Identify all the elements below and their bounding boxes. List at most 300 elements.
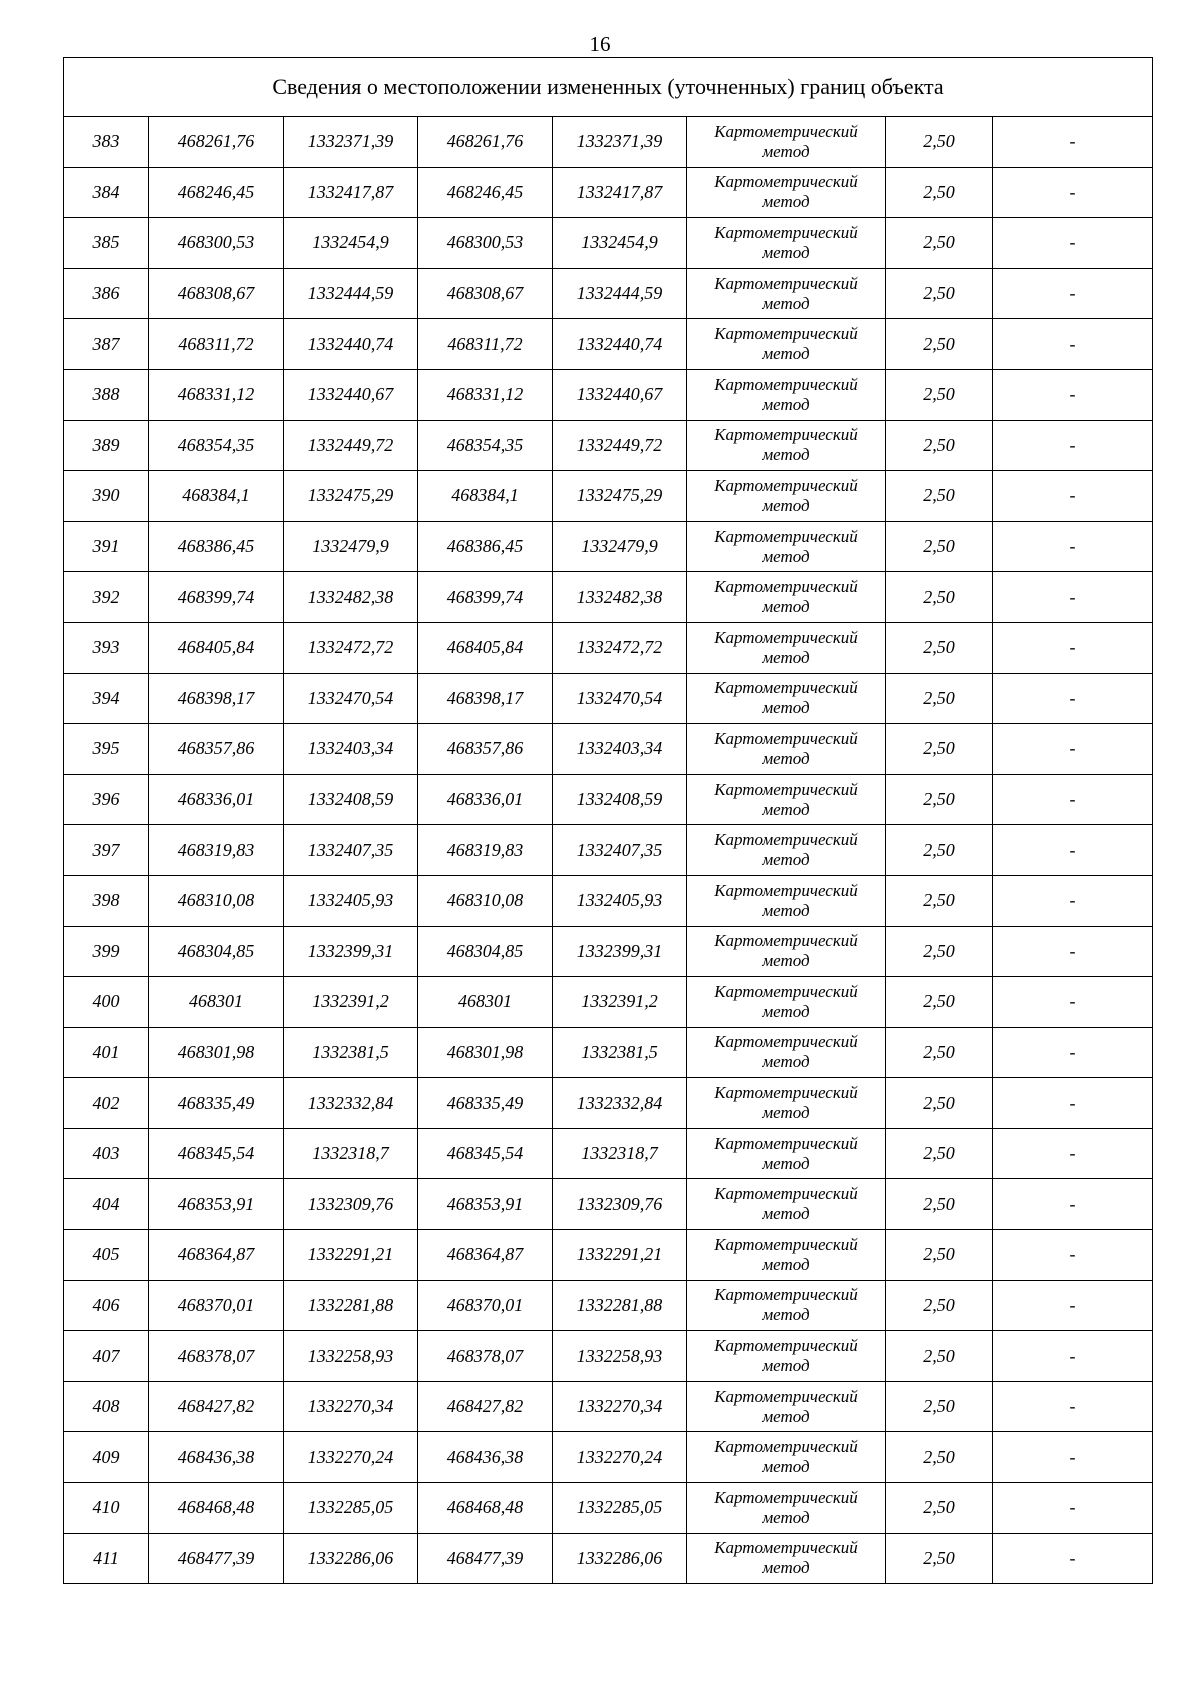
- existing-x-cell: 468301: [149, 977, 284, 1028]
- refined-y-cell: 1332371,39: [553, 117, 687, 168]
- point-number-cell: 397: [64, 825, 149, 876]
- method-line-1: Картометрический: [714, 577, 858, 597]
- method-cell: [687, 420, 886, 471]
- method-line-2: метод: [762, 495, 810, 515]
- refined-x-cell: 468246,45: [418, 167, 553, 218]
- refined-y-cell: 1332470,54: [553, 673, 687, 724]
- existing-y-cell: 1332470,54: [284, 673, 418, 724]
- existing-y-cell: 1332399,31: [284, 926, 418, 977]
- existing-y-cell: 1332475,29: [284, 471, 418, 522]
- method-line-1: Картометрический: [714, 475, 858, 495]
- accuracy-cell: 2,50: [886, 1027, 993, 1078]
- table-row: [64, 167, 1153, 218]
- note-cell: -: [993, 268, 1153, 319]
- method-line-1: Картометрический: [714, 1386, 858, 1406]
- existing-y-cell: 1332407,35: [284, 825, 418, 876]
- method-line-1: Картометрический: [714, 324, 858, 344]
- point-number-cell: 401: [64, 1027, 149, 1078]
- refined-x-cell: 468335,49: [418, 1078, 553, 1129]
- accuracy-cell: 2,50: [886, 521, 993, 572]
- refined-y-cell: 1332417,87: [553, 167, 687, 218]
- method-line-2: метод: [762, 242, 810, 262]
- existing-y-cell: 1332371,39: [284, 117, 418, 168]
- refined-y-cell: 1332407,35: [553, 825, 687, 876]
- existing-y-cell: 1332444,59: [284, 268, 418, 319]
- table-row: [64, 319, 1153, 370]
- method-cell: [687, 825, 886, 876]
- refined-x-cell: 468386,45: [418, 521, 553, 572]
- accuracy-cell: 2,50: [886, 1230, 993, 1281]
- method-cell: [687, 319, 886, 370]
- note-cell: -: [993, 1533, 1153, 1584]
- table-row: [64, 471, 1153, 522]
- refined-y-cell: 1332270,24: [553, 1432, 687, 1483]
- existing-x-cell: 468310,08: [149, 875, 284, 926]
- method-line-2: метод: [762, 1103, 810, 1123]
- method-cell: [687, 1432, 886, 1483]
- refined-y-cell: 1332482,38: [553, 572, 687, 623]
- existing-x-cell: 468370,01: [149, 1280, 284, 1331]
- note-cell: -: [993, 521, 1153, 572]
- point-number-cell: 394: [64, 673, 149, 724]
- method-line-1: Картометрический: [714, 931, 858, 951]
- existing-y-cell: 1332381,5: [284, 1027, 418, 1078]
- point-number-cell: 386: [64, 268, 149, 319]
- table-row: [64, 875, 1153, 926]
- point-number-cell: 404: [64, 1179, 149, 1230]
- method-cell: [687, 1027, 886, 1078]
- existing-x-cell: 468386,45: [149, 521, 284, 572]
- existing-x-cell: 468353,91: [149, 1179, 284, 1230]
- method-cell: [687, 167, 886, 218]
- method-line-1: Картометрический: [714, 374, 858, 394]
- existing-x-cell: 468301,98: [149, 1027, 284, 1078]
- table-row: [64, 218, 1153, 269]
- note-cell: -: [993, 117, 1153, 168]
- refined-y-cell: 1332381,5: [553, 1027, 687, 1078]
- note-cell: -: [993, 1078, 1153, 1129]
- existing-x-cell: 468364,87: [149, 1230, 284, 1281]
- existing-x-cell: 468331,12: [149, 369, 284, 420]
- table-row: [64, 1128, 1153, 1179]
- method-line-1: Картометрический: [714, 273, 858, 293]
- table-row: [64, 1533, 1153, 1584]
- existing-y-cell: 1332332,84: [284, 1078, 418, 1129]
- method-cell: [687, 622, 886, 673]
- note-cell: -: [993, 825, 1153, 876]
- note-cell: -: [993, 572, 1153, 623]
- point-number-cell: 400: [64, 977, 149, 1028]
- note-cell: -: [993, 875, 1153, 926]
- existing-y-cell: 1332270,24: [284, 1432, 418, 1483]
- existing-y-cell: 1332318,7: [284, 1128, 418, 1179]
- refined-y-cell: 1332472,72: [553, 622, 687, 673]
- method-line-2: метод: [762, 344, 810, 364]
- accuracy-cell: 2,50: [886, 724, 993, 775]
- note-cell: -: [993, 926, 1153, 977]
- note-cell: -: [993, 1230, 1153, 1281]
- note-cell: -: [993, 673, 1153, 724]
- method-line-1: Картометрический: [714, 1285, 858, 1305]
- method-line-2: метод: [762, 1558, 810, 1578]
- existing-y-cell: 1332391,2: [284, 977, 418, 1028]
- existing-x-cell: 468399,74: [149, 572, 284, 623]
- refined-x-cell: 468261,76: [418, 117, 553, 168]
- point-number-cell: 385: [64, 218, 149, 269]
- refined-y-cell: 1332270,34: [553, 1381, 687, 1432]
- refined-x-cell: 468477,39: [418, 1533, 553, 1584]
- method-line-1: Картометрический: [714, 1336, 858, 1356]
- boundary-coordinates-table: [63, 57, 1153, 1584]
- method-line-2: метод: [762, 1153, 810, 1173]
- existing-y-cell: 1332454,9: [284, 218, 418, 269]
- point-number-cell: 395: [64, 724, 149, 775]
- existing-y-cell: 1332417,87: [284, 167, 418, 218]
- note-cell: -: [993, 1381, 1153, 1432]
- method-line-2: метод: [762, 850, 810, 870]
- refined-y-cell: 1332318,7: [553, 1128, 687, 1179]
- existing-y-cell: 1332258,93: [284, 1331, 418, 1382]
- method-cell: [687, 1483, 886, 1534]
- method-line-2: метод: [762, 698, 810, 718]
- existing-y-cell: 1332309,76: [284, 1179, 418, 1230]
- refined-y-cell: 1332454,9: [553, 218, 687, 269]
- method-cell: [687, 875, 886, 926]
- method-line-1: Картометрический: [714, 728, 858, 748]
- table-title-row: [64, 58, 1153, 117]
- accuracy-cell: 2,50: [886, 1533, 993, 1584]
- table-row: [64, 1280, 1153, 1331]
- note-cell: -: [993, 977, 1153, 1028]
- refined-y-cell: 1332408,59: [553, 774, 687, 825]
- note-cell: -: [993, 1331, 1153, 1382]
- method-line-2: метод: [762, 1406, 810, 1426]
- method-line-1: Картометрический: [714, 1032, 858, 1052]
- refined-y-cell: 1332403,34: [553, 724, 687, 775]
- method-cell: [687, 471, 886, 522]
- method-cell: [687, 724, 886, 775]
- point-number-cell: 399: [64, 926, 149, 977]
- note-cell: -: [993, 1432, 1153, 1483]
- method-line-1: Картометрический: [714, 222, 858, 242]
- existing-x-cell: 468311,72: [149, 319, 284, 370]
- point-number-cell: 393: [64, 622, 149, 673]
- refined-x-cell: 468399,74: [418, 572, 553, 623]
- table-row: [64, 825, 1153, 876]
- existing-y-cell: 1332449,72: [284, 420, 418, 471]
- method-cell: [687, 1179, 886, 1230]
- existing-y-cell: 1332405,93: [284, 875, 418, 926]
- table-row: [64, 369, 1153, 420]
- table-row: [64, 1179, 1153, 1230]
- accuracy-cell: 2,50: [886, 218, 993, 269]
- table-row: [64, 774, 1153, 825]
- method-cell: [687, 218, 886, 269]
- method-line-1: Картометрический: [714, 172, 858, 192]
- accuracy-cell: 2,50: [886, 369, 993, 420]
- refined-y-cell: 1332309,76: [553, 1179, 687, 1230]
- method-cell: [687, 977, 886, 1028]
- method-line-1: Картометрический: [714, 830, 858, 850]
- method-line-2: метод: [762, 192, 810, 212]
- existing-x-cell: 468246,45: [149, 167, 284, 218]
- point-number-cell: 392: [64, 572, 149, 623]
- accuracy-cell: 2,50: [886, 167, 993, 218]
- existing-x-cell: 468378,07: [149, 1331, 284, 1382]
- refined-x-cell: 468308,67: [418, 268, 553, 319]
- method-cell: [687, 268, 886, 319]
- existing-x-cell: 468384,1: [149, 471, 284, 522]
- existing-y-cell: 1332408,59: [284, 774, 418, 825]
- refined-x-cell: 468436,38: [418, 1432, 553, 1483]
- method-line-2: метод: [762, 1305, 810, 1325]
- method-cell: [687, 774, 886, 825]
- method-line-1: Картометрический: [714, 627, 858, 647]
- refined-x-cell: 468345,54: [418, 1128, 553, 1179]
- refined-x-cell: 468370,01: [418, 1280, 553, 1331]
- existing-y-cell: 1332482,38: [284, 572, 418, 623]
- existing-x-cell: 468345,54: [149, 1128, 284, 1179]
- existing-x-cell: 468398,17: [149, 673, 284, 724]
- method-line-2: метод: [762, 1254, 810, 1274]
- method-cell: [687, 117, 886, 168]
- method-line-2: метод: [762, 293, 810, 313]
- method-line-2: метод: [762, 1507, 810, 1527]
- refined-x-cell: 468364,87: [418, 1230, 553, 1281]
- existing-x-cell: 468336,01: [149, 774, 284, 825]
- point-number-cell: 390: [64, 471, 149, 522]
- existing-y-cell: 1332270,34: [284, 1381, 418, 1432]
- point-number-cell: 387: [64, 319, 149, 370]
- method-cell: [687, 521, 886, 572]
- method-cell: [687, 926, 886, 977]
- note-cell: -: [993, 1483, 1153, 1534]
- existing-x-cell: 468300,53: [149, 218, 284, 269]
- refined-x-cell: 468353,91: [418, 1179, 553, 1230]
- method-line-2: метод: [762, 1457, 810, 1477]
- existing-x-cell: 468477,39: [149, 1533, 284, 1584]
- existing-x-cell: 468308,67: [149, 268, 284, 319]
- accuracy-cell: 2,50: [886, 977, 993, 1028]
- existing-y-cell: 1332285,05: [284, 1483, 418, 1534]
- method-line-2: метод: [762, 1356, 810, 1376]
- refined-y-cell: 1332286,06: [553, 1533, 687, 1584]
- method-line-1: Картометрический: [714, 121, 858, 141]
- note-cell: -: [993, 1280, 1153, 1331]
- refined-y-cell: 1332405,93: [553, 875, 687, 926]
- accuracy-cell: 2,50: [886, 875, 993, 926]
- method-cell: [687, 1331, 886, 1382]
- existing-y-cell: 1332440,67: [284, 369, 418, 420]
- point-number-cell: 389: [64, 420, 149, 471]
- existing-x-cell: 468427,82: [149, 1381, 284, 1432]
- method-line-1: Картометрический: [714, 1487, 858, 1507]
- method-line-1: Картометрический: [714, 526, 858, 546]
- method-line-2: метод: [762, 546, 810, 566]
- method-line-2: метод: [762, 1001, 810, 1021]
- accuracy-cell: 2,50: [886, 622, 993, 673]
- table-row: [64, 724, 1153, 775]
- method-line-2: метод: [762, 445, 810, 465]
- table-row: [64, 1483, 1153, 1534]
- point-number-cell: 403: [64, 1128, 149, 1179]
- table-row: [64, 1331, 1153, 1382]
- page-number: 16: [589, 32, 611, 56]
- table-row: [64, 1078, 1153, 1129]
- table-row: [64, 1432, 1153, 1483]
- note-cell: -: [993, 622, 1153, 673]
- refined-y-cell: 1332399,31: [553, 926, 687, 977]
- accuracy-cell: 2,50: [886, 319, 993, 370]
- existing-x-cell: 468354,35: [149, 420, 284, 471]
- existing-x-cell: 468261,76: [149, 117, 284, 168]
- method-line-2: метод: [762, 394, 810, 414]
- table-title: Сведения о местоположении измененных (уточненных) границ объекта: [64, 58, 1153, 117]
- accuracy-cell: 2,50: [886, 420, 993, 471]
- existing-x-cell: 468468,48: [149, 1483, 284, 1534]
- refined-x-cell: 468378,07: [418, 1331, 553, 1382]
- refined-y-cell: 1332444,59: [553, 268, 687, 319]
- method-line-2: метод: [762, 951, 810, 971]
- point-number-cell: 402: [64, 1078, 149, 1129]
- accuracy-cell: 2,50: [886, 117, 993, 168]
- table-row: [64, 420, 1153, 471]
- method-line-1: Картометрический: [714, 1133, 858, 1153]
- method-line-1: Картометрический: [714, 880, 858, 900]
- existing-x-cell: 468304,85: [149, 926, 284, 977]
- refined-x-cell: 468301: [418, 977, 553, 1028]
- point-number-cell: 384: [64, 167, 149, 218]
- note-cell: -: [993, 369, 1153, 420]
- refined-x-cell: 468331,12: [418, 369, 553, 420]
- table-row: [64, 926, 1153, 977]
- refined-x-cell: 468300,53: [418, 218, 553, 269]
- refined-x-cell: 468319,83: [418, 825, 553, 876]
- point-number-cell: 408: [64, 1381, 149, 1432]
- accuracy-cell: 2,50: [886, 268, 993, 319]
- existing-x-cell: 468319,83: [149, 825, 284, 876]
- accuracy-cell: 2,50: [886, 1432, 993, 1483]
- accuracy-cell: 2,50: [886, 1483, 993, 1534]
- accuracy-cell: 2,50: [886, 1280, 993, 1331]
- existing-y-cell: 1332472,72: [284, 622, 418, 673]
- note-cell: -: [993, 1179, 1153, 1230]
- existing-y-cell: 1332440,74: [284, 319, 418, 370]
- method-cell: [687, 572, 886, 623]
- point-number-cell: 406: [64, 1280, 149, 1331]
- accuracy-cell: 2,50: [886, 572, 993, 623]
- refined-y-cell: 1332440,67: [553, 369, 687, 420]
- method-line-2: метод: [762, 647, 810, 667]
- table-row: [64, 117, 1153, 168]
- method-line-1: Картометрический: [714, 425, 858, 445]
- existing-y-cell: 1332403,34: [284, 724, 418, 775]
- table-row: [64, 1230, 1153, 1281]
- point-number-cell: 388: [64, 369, 149, 420]
- method-line-1: Картометрический: [714, 1437, 858, 1457]
- note-cell: -: [993, 471, 1153, 522]
- existing-y-cell: 1332286,06: [284, 1533, 418, 1584]
- accuracy-cell: 2,50: [886, 1381, 993, 1432]
- method-line-1: Картометрический: [714, 1234, 858, 1254]
- note-cell: -: [993, 319, 1153, 370]
- accuracy-cell: 2,50: [886, 1078, 993, 1129]
- refined-x-cell: 468357,86: [418, 724, 553, 775]
- table-row: [64, 622, 1153, 673]
- point-number-cell: 383: [64, 117, 149, 168]
- existing-y-cell: 1332281,88: [284, 1280, 418, 1331]
- note-cell: -: [993, 218, 1153, 269]
- accuracy-cell: 2,50: [886, 1128, 993, 1179]
- point-number-cell: 405: [64, 1230, 149, 1281]
- point-number-cell: 409: [64, 1432, 149, 1483]
- accuracy-cell: 2,50: [886, 471, 993, 522]
- note-cell: -: [993, 724, 1153, 775]
- method-cell: [687, 1533, 886, 1584]
- accuracy-cell: 2,50: [886, 825, 993, 876]
- note-cell: -: [993, 1128, 1153, 1179]
- method-cell: [687, 1078, 886, 1129]
- refined-y-cell: 1332332,84: [553, 1078, 687, 1129]
- refined-x-cell: 468468,48: [418, 1483, 553, 1534]
- refined-x-cell: 468301,98: [418, 1027, 553, 1078]
- method-line-1: Картометрический: [714, 1184, 858, 1204]
- method-cell: [687, 1280, 886, 1331]
- method-cell: [687, 1381, 886, 1432]
- refined-y-cell: 1332479,9: [553, 521, 687, 572]
- point-number-cell: 407: [64, 1331, 149, 1382]
- table-row: [64, 1027, 1153, 1078]
- method-cell: [687, 369, 886, 420]
- point-number-cell: 411: [64, 1533, 149, 1584]
- point-number-cell: 398: [64, 875, 149, 926]
- accuracy-cell: 2,50: [886, 774, 993, 825]
- accuracy-cell: 2,50: [886, 1179, 993, 1230]
- method-line-2: метод: [762, 1204, 810, 1224]
- refined-x-cell: 468310,08: [418, 875, 553, 926]
- note-cell: -: [993, 420, 1153, 471]
- table-row: [64, 521, 1153, 572]
- method-line-2: метод: [762, 799, 810, 819]
- method-line-2: метод: [762, 597, 810, 617]
- method-line-1: Картометрический: [714, 1538, 858, 1558]
- note-cell: -: [993, 167, 1153, 218]
- existing-x-cell: 468357,86: [149, 724, 284, 775]
- refined-y-cell: 1332391,2: [553, 977, 687, 1028]
- method-line-1: Картометрический: [714, 678, 858, 698]
- method-cell: [687, 1128, 886, 1179]
- table-row: [64, 673, 1153, 724]
- existing-x-cell: 468335,49: [149, 1078, 284, 1129]
- method-line-1: Картометрический: [714, 981, 858, 1001]
- refined-y-cell: 1332281,88: [553, 1280, 687, 1331]
- table-row: [64, 977, 1153, 1028]
- refined-x-cell: 468405,84: [418, 622, 553, 673]
- refined-y-cell: 1332449,72: [553, 420, 687, 471]
- accuracy-cell: 2,50: [886, 926, 993, 977]
- refined-y-cell: 1332440,74: [553, 319, 687, 370]
- refined-x-cell: 468384,1: [418, 471, 553, 522]
- refined-y-cell: 1332475,29: [553, 471, 687, 522]
- refined-x-cell: 468311,72: [418, 319, 553, 370]
- existing-y-cell: 1332479,9: [284, 521, 418, 572]
- table-row: [64, 1381, 1153, 1432]
- note-cell: -: [993, 774, 1153, 825]
- refined-x-cell: 468354,35: [418, 420, 553, 471]
- method-line-2: метод: [762, 748, 810, 768]
- method-cell: [687, 673, 886, 724]
- method-line-2: метод: [762, 141, 810, 161]
